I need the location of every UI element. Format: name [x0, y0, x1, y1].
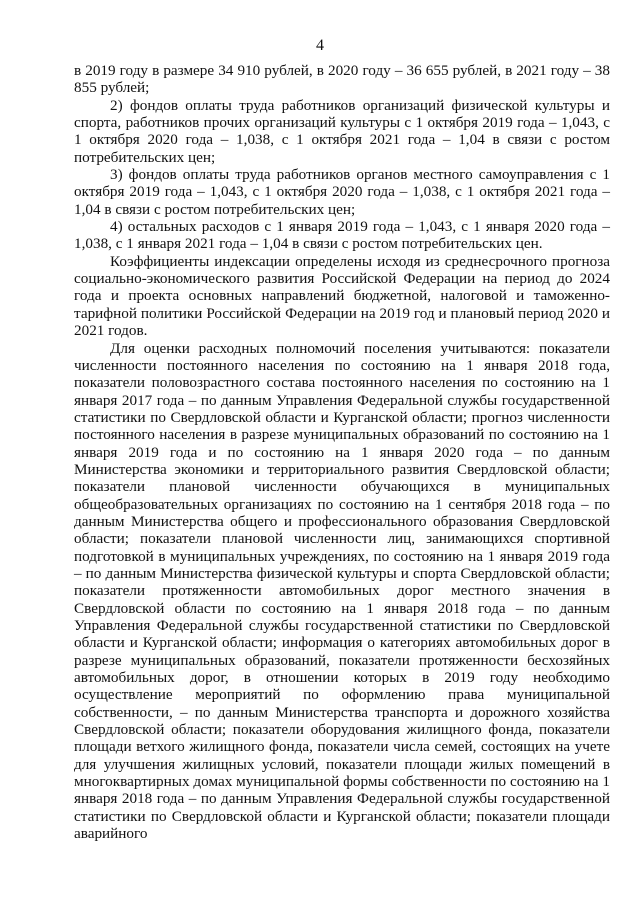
paragraph-item-3: 3) фондов оплаты труда работников органов местного самоуправления с 1 октября 2019 года – 1,043, с 1 октября 2020 года – 1,038, с 1 октября 2021 года – 1,04 в связи с ростом потребительских цен;	[74, 166, 610, 218]
page-number: 4	[316, 37, 324, 54]
paragraph-continuation: в 2019 году в размере 34 910 рублей, в 2020 году – 36 655 рублей, в 2021 году – 38 855 рублей;	[74, 62, 610, 97]
paragraph-expense-assessment: Для оценки расходных полномочий поселения учитываются: показатели численности постоянного населения по состоянию на 1 января 2018 года, показатели половозрастного состава постоянного населения по состоянию на 1 января 2017 года – по данным Управления Федеральной службы государственной статистики по Свердловской области и Курганской области; прогноз численности постоянного населения в разрезе муниципальных образований по состоянию на 1 января 2019 года и по состоянию на 1 января 2020 года – по данным Министерства экономики и территориального развития Свердловской области; показатели плановой численности обучающихся в муниципальных общеобразовательных организациях по состоянию на 1 сентября 2018 года – по данным Министерства общего и профессионального образования Свердловской области; показатели плановой численности лиц, занимающихся спортивной подготовкой в муниципальных учреждениях, по состоянию на 1 января 2019 года – по данным Министерства физической культуры и спорта Свердловской области; показатели протяженности автомобильных дорог местного значения в Свердловской области по состоянию на 1 января 2018 года – по данным Управления Федеральной службы государственной статистики по Свердловской области и Курганской области; информация о категориях автомобильных дорог в разрезе муниципальных образований, показатели протяженности бесхозяйных автомобильных дорог, в отношении которых в 2019 году необходимо осуществление мероприятий по оформлению права муниципальной собственности, – по данным Министерства транспорта и дорожного хозяйства Свердловской области; показатели оборудования жилищного фонда, показатели площади ветхого жилищного фонда, показатели числа семей, состоящих на учете для улучшения жилищных условий, показатели площади жилых помещений в многоквартирных домах муниципальной формы собственности по состоянию на 1 января 2018 года – по данным Управления Федеральной службы государственной статистики по Свердловской области и Курганской области; показатели площади аварийного	[74, 339, 610, 843]
paragraph-indexation-coefficients: Коэффициенты индексации определены исходя из среднесрочного прогноза социально-экономического развития Российской Федерации на период до 2024 года и проекта основных направлений бюджетной, налоговой и таможенно-тарифной политики Российской Федерации на 2019 год и плановый период 2020 и 2021 годов.	[74, 252, 610, 340]
paragraph-item-2: 2) фондов оплаты труда работников организаций физической культуры и спорта, работников прочих организаций культуры с 1 октября 2019 года – 1,043, с 1 октября 2020 года – 1,038, с 1 октября 2021 года – 1,04 в связи с ростом потребительских цен;	[74, 96, 610, 166]
paragraph-item-4: 4) остальных расходов с 1 января 2019 года – 1,043, с 1 января 2020 года – 1,038, с 1 января 2021 года – 1,04 в связи с ростом потребительских цен.	[74, 218, 610, 253]
document-body	[74, 62, 610, 842]
